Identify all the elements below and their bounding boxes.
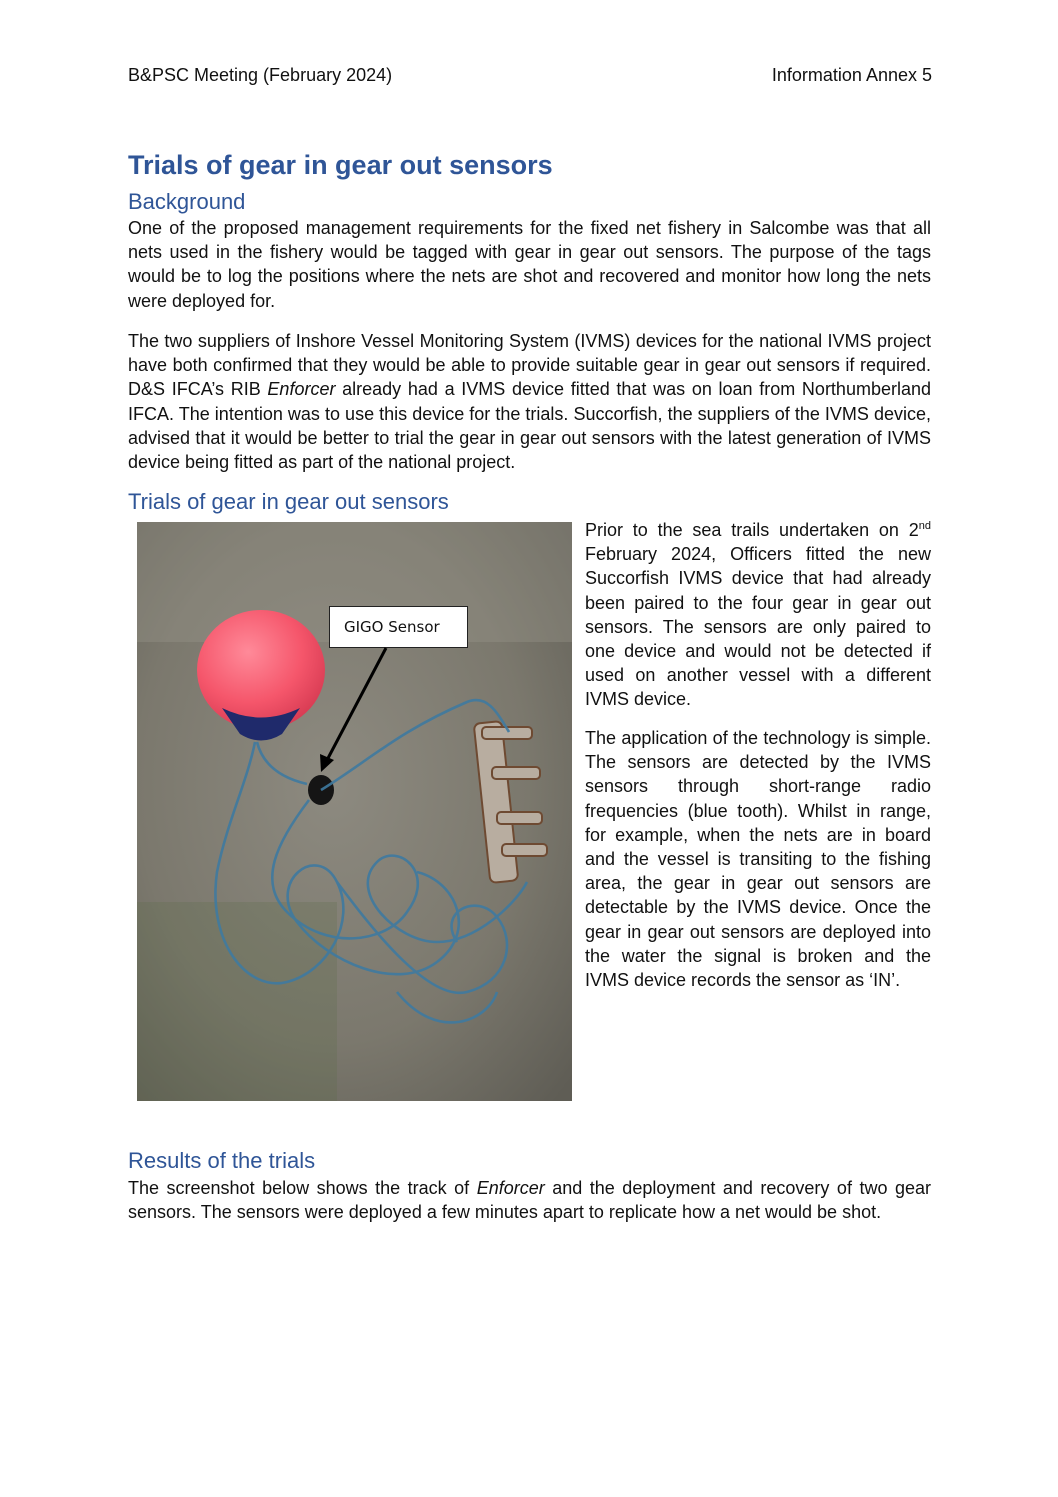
background-paragraph-2: The two suppliers of Inshore Vessel Monitoring System (IVMS) devices for the national IVMS project have both confirmed that they would be able to provide suitable gear in gear out sensors if required. D&S IFCA’s RIB Enforcer already had a IVMS device fitted that was on loan from Northumberland IFCA. The intention was to use this device for the trials. Succorfish, the suppliers of the IVMS device, advised that it would be better to trial the gear in gear out sensors with the latest generation of IVMS device being fitted as part of the national project. [128, 331, 931, 473]
trials-paragraph-1: Prior to the sea trails undertaken on 2nd February 2024, Officers fitted the new Succorfish IVMS device that had already been paired to the four gear in gear out sensors. The sensors are only paired to one device and would not be detected if used on another vessel with a different IVMS device. [585, 520, 931, 710]
results-heading: Results of the trials [128, 1148, 316, 1173]
gigo-sensor-callout: GIGO Sensor [329, 606, 468, 648]
background-heading: Background [128, 189, 246, 214]
trials-paragraph-2: The application of the technology is simple. The sensors are detected by the IVMS sensors through short-range radio frequencies (blue tooth). Whilst in range, for example, when the nets are in board and the vessel is transiting to the fishing area, the gear in gear out sensors are detectable by the IVMS device. Once the gear in gear out sensors are deployed into the water the signal is broken and the IVMS device records the sensor as ‘IN’. [585, 728, 931, 991]
header-meeting: B&PSC Meeting (February 2024) [128, 65, 393, 85]
trials-heading: Trials of gear in gear out sensors [128, 489, 449, 514]
page-title: Trials of gear in gear out sensors [128, 150, 553, 180]
results-paragraph: The screenshot below shows the track of Enforcer and the deployment and recovery of two gear sensors. The sensors were deployed a few minutes apart to replicate how a net would be shot. [128, 1178, 931, 1223]
header-annex: Information Annex 5 [771, 65, 932, 85]
background-paragraph-1: One of the proposed management requirements for the fixed net fishery in Salcombe was that all nets used in the fishery would be tagged with gear in gear out sensors. The purpose of the tags would be to log the positions where the nets are shot and recovered and monitor how long the nets were deployed for. [128, 218, 931, 311]
